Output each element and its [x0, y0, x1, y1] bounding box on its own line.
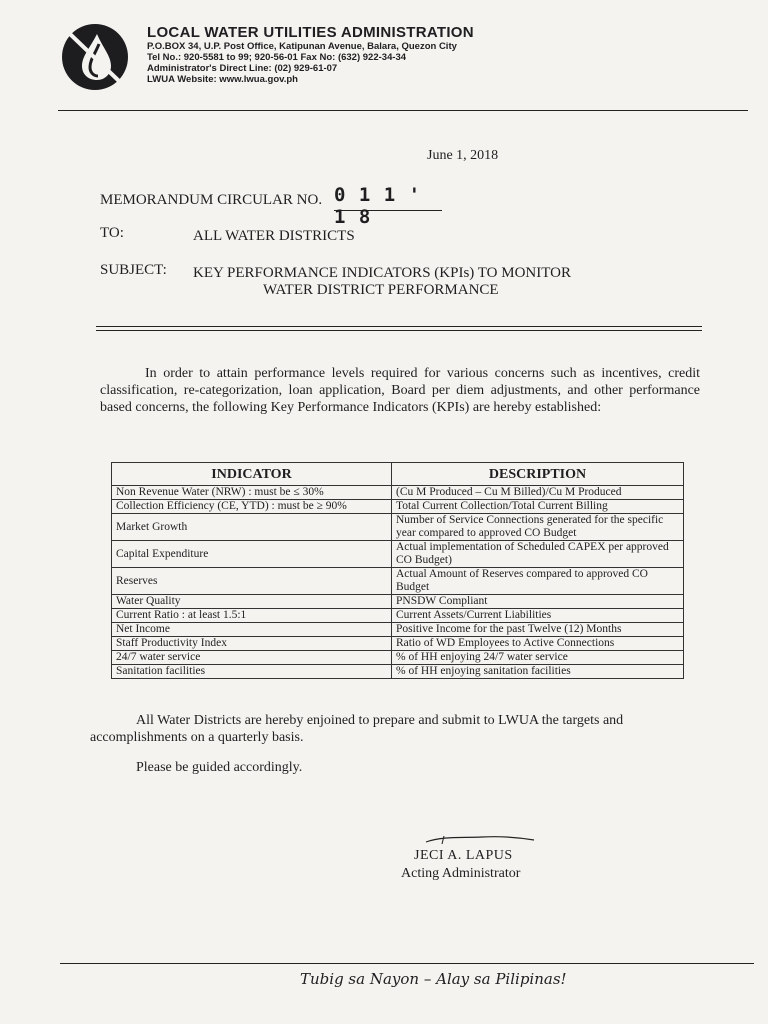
indicator-cell: Staff Productivity Index: [112, 637, 392, 651]
lwua-logo-icon: [60, 22, 130, 92]
description-cell: % of HH enjoying sanitation facilities: [392, 665, 684, 679]
kpi-table: [111, 462, 684, 679]
closing-paragraph: All Water Districts are hereby enjoined to prepare and submit to LWUA the targets and accomplishments on a quarterly basis.: [90, 713, 624, 745]
table-row: [112, 595, 684, 609]
to-value: ALL WATER DISTRICTS: [193, 228, 355, 244]
subject-divider: [96, 326, 702, 331]
description-cell: Actual Amount of Reserves compared to approved CO Budget: [392, 568, 684, 595]
agency-tel-fax: Tel No.: 920-5581 to 99; 920-56-01 Fax No: (632) 922-34-34: [147, 52, 407, 63]
memo-date: June 1, 2018: [427, 148, 499, 163]
kpi-table-body: [112, 486, 684, 679]
table-row: [112, 637, 684, 651]
indicator-cell: Net Income: [112, 623, 392, 637]
indicator-cell: Reserves: [112, 568, 392, 595]
table-row: [112, 541, 684, 568]
header-indicator: INDICATOR: [112, 463, 392, 486]
footer-motto: Tubig sa Nayon – Alay sa Pilipinas!: [300, 970, 567, 988]
memo-label: MEMORANDUM CIRCULAR NO.: [100, 192, 323, 208]
table-row: [112, 651, 684, 665]
signatory-title: Acting Administrator: [401, 866, 521, 881]
subject-line-1: KEY PERFORMANCE INDICATORS (KPIs) TO MONITOR: [193, 265, 571, 281]
indicator-cell: Market Growth: [112, 514, 392, 541]
table-row: [112, 500, 684, 514]
guided-line: Please be guided accordingly.: [136, 760, 303, 775]
agency-address: P.O.BOX 34, U.P. Post Office, Katipunan Avenue, Balara, Quezon City: [147, 41, 457, 52]
table-row: [112, 665, 684, 679]
table-row: [112, 486, 684, 500]
signature-mark: [422, 832, 536, 848]
description-cell: Actual implementation of Scheduled CAPEX per approved CO Budget): [392, 541, 684, 568]
indicator-cell: Collection Efficiency (CE, YTD) : must be ≥ 90%: [112, 500, 392, 514]
subject-label: SUBJECT:: [100, 262, 167, 278]
signatory-name: JECI A. LAPUS: [414, 848, 513, 863]
memo-number: 0 1 1 ' 1 8: [334, 184, 442, 211]
letterhead: [147, 24, 567, 85]
indicator-cell: Water Quality: [112, 595, 392, 609]
description-cell: Positive Income for the past Twelve (12) Months: [392, 623, 684, 637]
table-row: [112, 609, 684, 623]
table-row: [112, 623, 684, 637]
header-description: DESCRIPTION: [392, 463, 684, 486]
header-divider: [58, 110, 748, 111]
agency-website: LWUA Website: www.lwua.gov.ph: [147, 74, 298, 85]
intro-paragraph: In order to attain performance levels required for various concerns such as incentives, credit classification, re-categorization, loan application, Board per diem adjustments, and other performance based concerns, the following Key Performance Indicators (KPIs) are hereby established:: [100, 366, 700, 415]
agency-name: LOCAL WATER UTILITIES ADMINISTRATION: [147, 24, 474, 41]
to-label: TO:: [100, 225, 124, 241]
indicator-cell: Current Ratio : at least 1.5:1: [112, 609, 392, 623]
subject-line-2: WATER DISTRICT PERFORMANCE: [263, 282, 499, 298]
agency-direct-line: Administrator's Direct Line: (02) 929-61-07: [147, 63, 338, 74]
description-cell: Current Assets/Current Liabilities: [392, 609, 684, 623]
indicator-cell: Sanitation facilities: [112, 665, 392, 679]
description-cell: (Cu M Produced – Cu M Billed)/Cu M Produced: [392, 486, 684, 500]
description-cell: % of HH enjoying 24/7 water service: [392, 651, 684, 665]
table-row: [112, 568, 684, 595]
indicator-cell: Capital Expenditure: [112, 541, 392, 568]
description-cell: Ratio of WD Employees to Active Connections: [392, 637, 684, 651]
description-cell: PNSDW Compliant: [392, 595, 684, 609]
description-cell: Total Current Collection/Total Current Billing: [392, 500, 684, 514]
indicator-cell: Non Revenue Water (NRW) : must be ≤ 30%: [112, 486, 392, 500]
indicator-cell: 24/7 water service: [112, 651, 392, 665]
description-cell: Number of Service Connections generated for the specific year compared to approved CO Budget: [392, 514, 684, 541]
table-row: [112, 514, 684, 541]
footer-divider: [60, 963, 754, 964]
kpi-table-header: [112, 463, 684, 486]
